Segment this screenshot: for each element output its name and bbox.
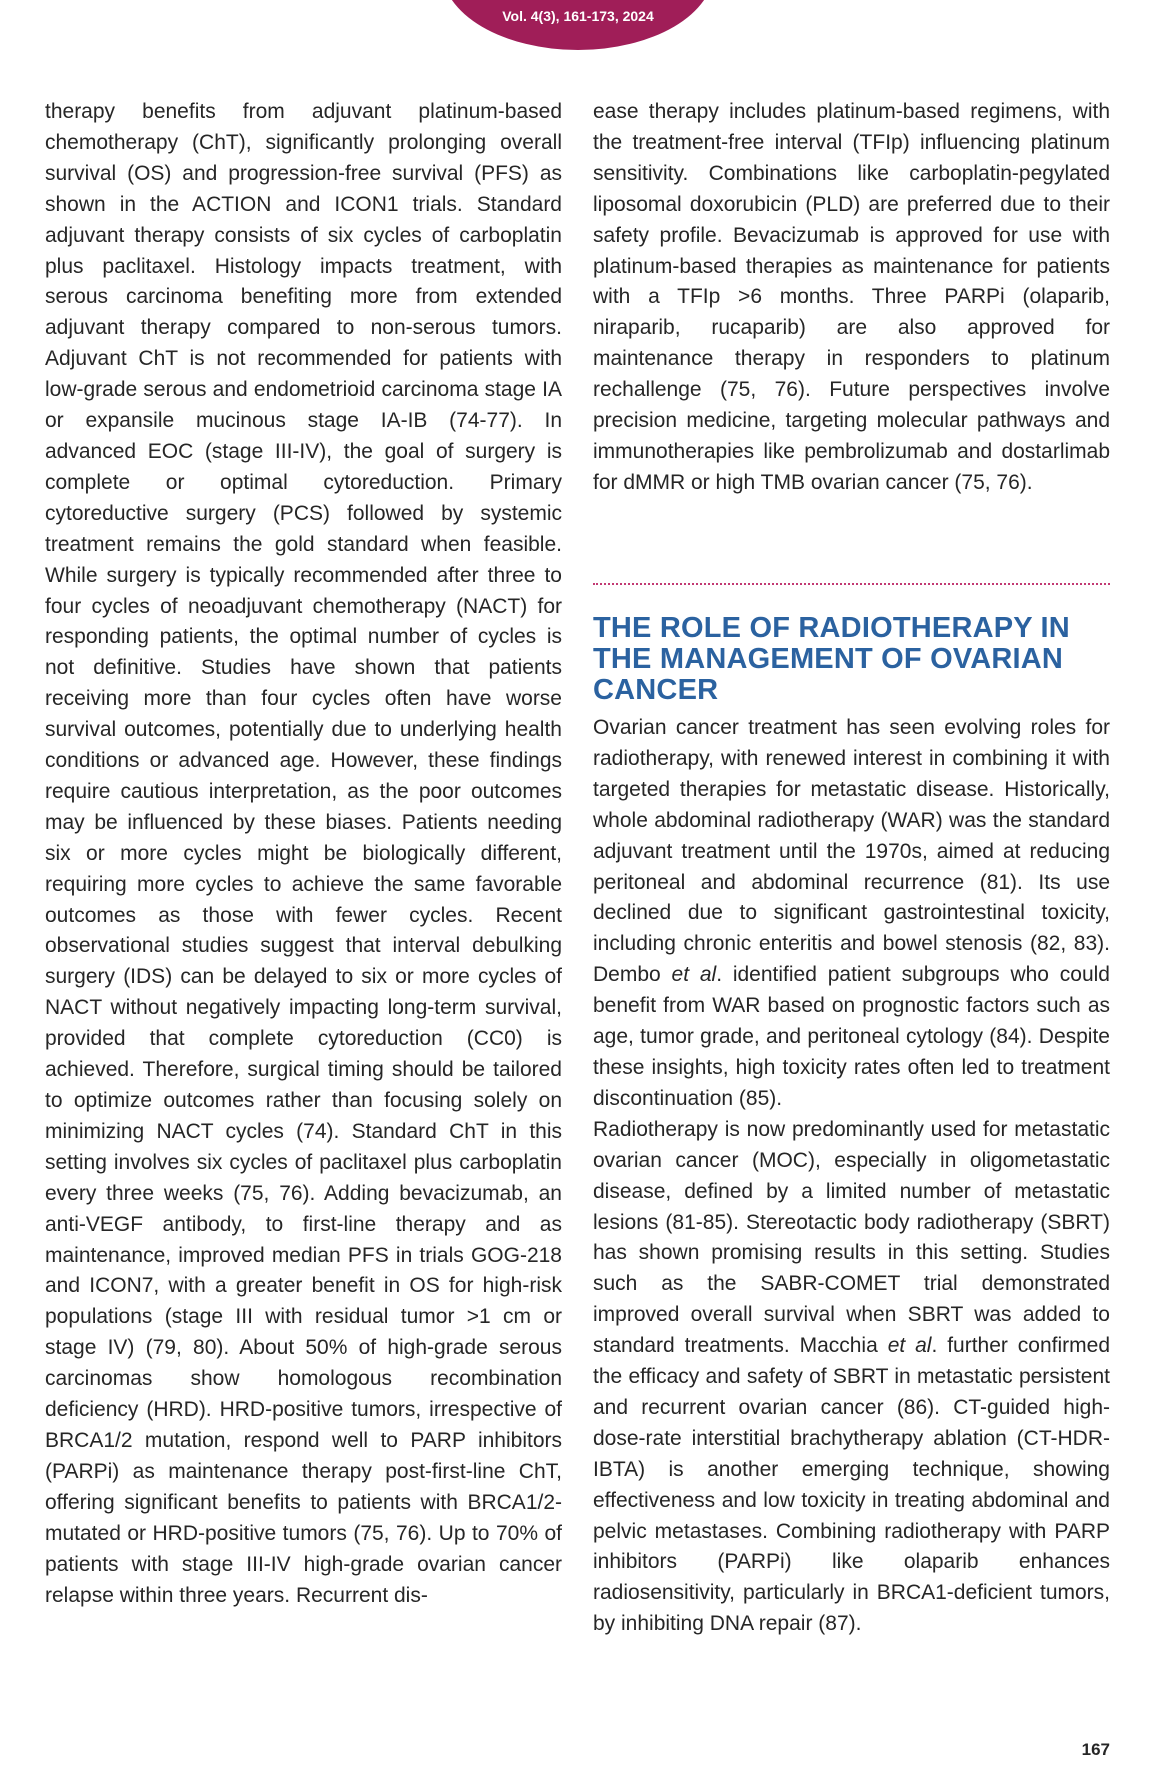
right-column-section <box>593 713 1110 1640</box>
right-column-top <box>593 97 1110 499</box>
body-paragraph: ease therapy includes platinum-based regimens, with the treatment-free interval (TFIp) influencing platinum sensitivity. Combinations like carboplatin-pegylated liposomal doxorubicin (PLD) are preferred due to their safety profile. Bevacizumab is approved for use with platinum-based therapies as maintenance for patients with a TFIp >6 months. Three PARPi (olaparib, niraparib, rucaparib) are also approved for maintenance therapy in responders to platinum rechallenge (75, 76). Future perspectives involve precision medicine, targeting molecular pathways and immunotherapies like pembrolizumab and dostarlimab for dMMR or high TMB ovarian cancer (75, 76). <box>593 100 1110 494</box>
text-run: Radiotherapy is now predominantly used for metastatic ovarian cancer (MOC), especially in oligometastatic disease, defined by a limited number of metastatic lesions (81-85). Stereotactic body radiotherapy (SBRT) has shown promising results in this setting. Studies such as the SABR-COMET trial demonstrated improved overall survival when SBRT was added to standard treatments. Macchia <box>593 1117 1110 1358</box>
text-run: Ovarian cancer treatment has seen evolving roles for radiotherapy, with renewed interest in combining it with targeted therapies for metastatic disease. Historically, whole abdominal radiotherapy (WAR) was the standard adjuvant treatment until the 1970s, aimed at reducing peritoneal and abdominal recurrence (81). Its use declined due to significant gastrointestinal toxicity, including chronic enteritis and bowel stenosis (82, 83). Dembo <box>593 716 1110 987</box>
left-column <box>45 97 562 1611</box>
page-number: 167 <box>1081 1740 1110 1759</box>
section-divider <box>593 583 1110 585</box>
text-run: . further confirmed the efficacy and safety of SBRT in metastatic persistent and recurrent ovarian cancer (86). CT-guided high-dose-rate interstitial brachytherapy ablation (CT-HDR-IBTA) is another emerging technique, showing effectiveness and low toxicity in treating abdominal and pelvic metastases. Combining radiotherapy with PARP inhibitors (PARPi) like olaparib enhances radiosensitivity, particularly in BRCA1-deficient tumors, by inhibiting DNA repair (87). <box>593 1334 1110 1636</box>
italic-citation: et al <box>887 1334 932 1358</box>
body-paragraph: therapy benefits from adjuvant platinum-based chemotherapy (ChT), significantly prolonging overall survival (OS) and progression-free survival (PFS) as shown in the ACTION and ICON1 trials. Standard adjuvant therapy consists of six cycles of carboplatin plus paclitaxel. Histology impacts treatment, with serous carcinoma benefiting more from extended adjuvant therapy compared to non-serous tumors. Adjuvant ChT is not recommended for patients with low-grade serous and endometrioid carcinoma stage IA or expansile mucinous stage IA-IB (74-77). In advanced EOC (stage III-IV), the goal of surgery is complete or optimal cytoreduction. Primary cytoreductive surgery (PCS) followed by systemic treatment remains the gold standard when feasible. While surgery is typically recommended after three to four cycles of neoadjuvant chemotherapy (NACT) for responding patients, the optimal number of cycles is not definitive. Studies have shown that patients receiving more than four cycles often have worse survival outcomes, potentially due to underlying health conditions or advanced age. However, these findings require cautious interpretation, as the poor outcomes may be influenced by these biases. Patients needing six or more cycles might be biologically different, requiring more cycles to achieve the same favorable outcomes as those with fewer cycles. Recent observational studies suggest that interval debulking surgery (IDS) can be delayed to six or more cycles of NACT without negatively impacting long-term survival, provided that complete cytoreduction (CC0) is achieved. Therefore, surgical timing should be tailored to optimize outcomes rather than focusing solely on minimizing NACT cycles (74). Standard ChT in this setting involves six cycles of paclitaxel plus carboplatin every three weeks (75, 76). Adding bevacizumab, an anti-VEGF antibody, to first-line therapy and as maintenance, improved median PFS in trials GOG-218 and ICON7, with a greater benefit in OS for high-risk populations (stage III with residual tumor >1 cm or stage IV) (79, 80). About 50% of high-grade serous carcinomas show homologous recombination deficiency (HRD). HRD-positive tumors, irrespective of BRCA1/2 mutation, respond well to PARP inhibitors (PARPi) as maintenance therapy post-first-line ChT, offering significant benefits to patients with BRCA1/2-mutated or HRD-positive tumors (75, 76). Up to 70% of patients with stage III-IV high-grade ovarian cancer relapse within three years. Recurrent dis- <box>45 100 562 1607</box>
italic-citation: et al <box>671 963 717 987</box>
body-paragraph <box>593 713 1110 1115</box>
body-paragraph <box>593 1115 1110 1640</box>
volume-label: Vol. 4(3), 161-173, 2024 <box>502 8 654 24</box>
section-heading: THE ROLE OF RADIOTHERAPY IN THE MANAGEMENT OF OVARIAN CANCER <box>593 612 1070 706</box>
text-run: . identified patient subgroups who could benefit from WAR based on prognostic factors such as age, tumor grade, and peritoneal cytology (84). Despite these insights, high toxicity rates often led to treatment discontinuation (85). <box>593 963 1110 1110</box>
